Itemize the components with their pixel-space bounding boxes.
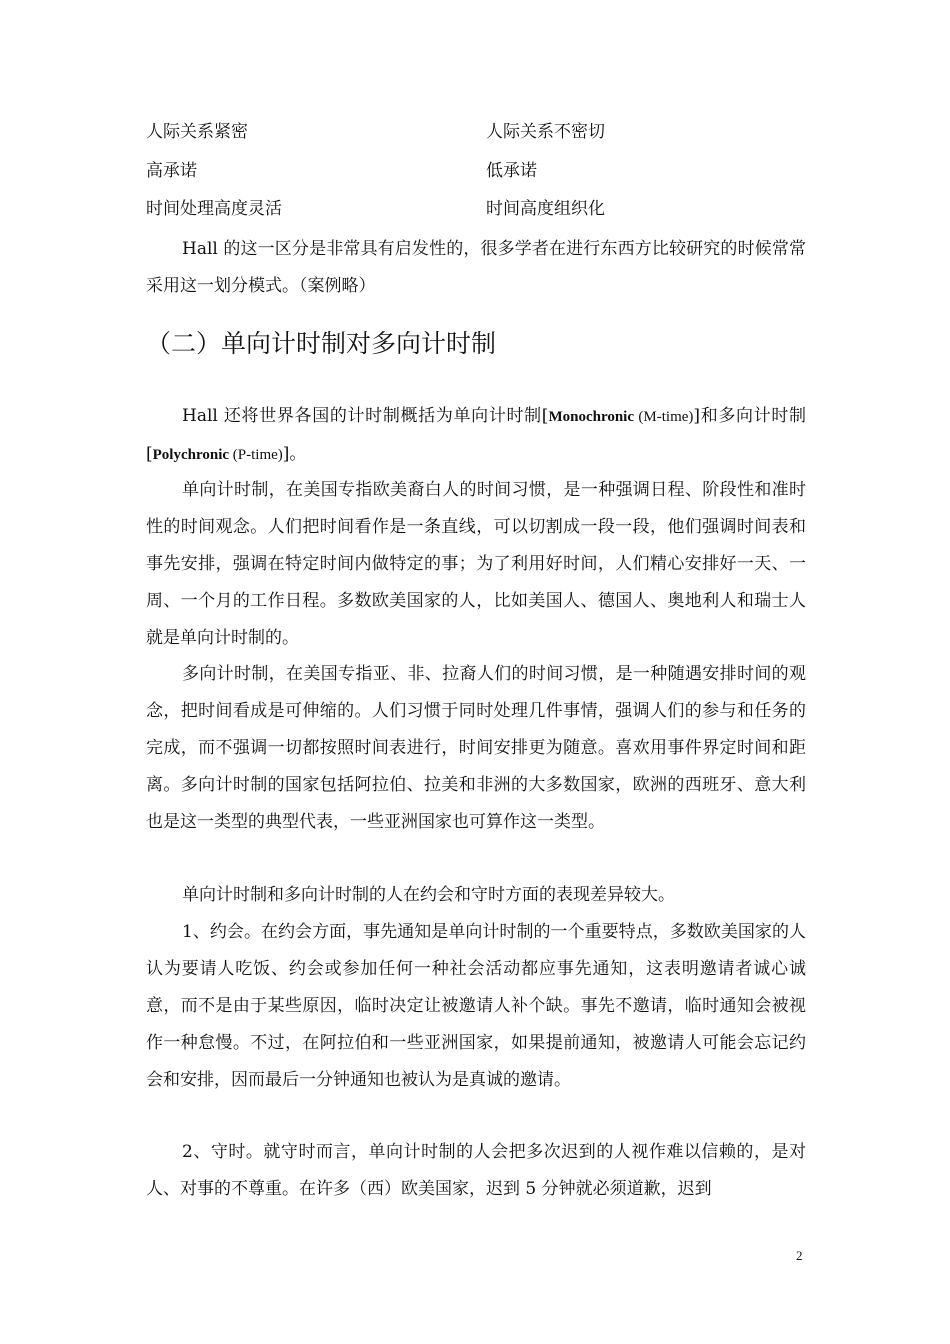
monochronic-term: Monochronic [548,409,634,425]
m-time-abbr: (M-time) [634,409,694,425]
appointment-paragraph: 1、约会。在约会方面，事先通知是单向计时制的一个重要特点，多数欧美国家的人认为要请人吃饭、约会或参加任何一种社会活动都应事先通知，这表明邀请者诚心诚意，而不是由于某些原因，临时决定让被邀请人补个缺。事先不邀请，临时通知会被视作一种怠慢。不过，在阿拉伯和一些亚洲国家，如果提前通知，被邀请人可能会忘记约会和安排，因而最后一分钟通知也被认为是真诚的邀请。 [146,922,806,1090]
p-time-abbr: (P-time) [229,447,283,463]
comparison-left: 人际关系紧密 [146,122,248,142]
polychronic-paragraph: 多向计时制，在美国专指亚、非、拉裔人们的时间习惯，是一种随遇安排时间的观念，把时间看成是可伸缩的。人们习惯于同时处理几件事情，强调人们的参与和任务的完成，而不强调一切都按照时间表进行，时间安排更为随意。喜欢用事件界定时间和距离。多向计时制的国家包括阿拉伯、拉美和非洲的大多数国家，欧洲的西班牙、意大利也是这一类型的典型代表，一些亚洲国家也可算作这一类型。 [146,664,806,832]
comparison-left: 高承诺 [146,161,197,181]
comparison-left: 时间处理高度灵活 [146,199,282,219]
polychronic-term: Polychronic [152,447,230,463]
hall-paragraph [146,398,806,474]
hall-text-2: ]和多向计时制[ [146,406,807,464]
section-heading: （二）单向计时制对多向计时制 [146,329,497,358]
comparison-right: 人际关系不密切 [486,122,605,142]
page-number: 2 [796,1248,803,1263]
hall-text-1: Hall 还将世界各国的计时制概括为单向计时制[ [182,406,549,426]
comparison-right: 低承诺 [486,161,537,181]
hall-text-3: ]。 [282,444,307,464]
monochronic-paragraph: 单向计时制，在美国专指欧美裔白人的时间习惯，是一种强调日程、阶段性和准时性的时间观念。人们把时间看作是一条直线，可以切割成一段一段，他们强调时间表和事先安排，强调在特定时间内做特定的事；为了利用好时间，人们精心安排好一天、一周、一个月的工作日程。多数欧美国家的人，比如美国人、德国人、奥地利人和瑞士人就是单向计时制的。 [146,480,806,648]
comparison-right: 时间高度组织化 [486,199,605,219]
comparison-intro-paragraph: 单向计时制和多向计时制的人在约会和守时方面的表现差异较大。 [182,885,675,905]
intro-paragraph: Hall 的这一区分是非常具有启发性的，很多学者在进行东西方比较研究的时候常常采用这一划分模式。（案例略） [146,239,806,296]
punctuality-paragraph: 2、守时。就守时而言，单向计时制的人会把多次迟到的人视作难以信赖的，是对人、对事的不尊重。在许多（西）欧美国家，迟到 5 分钟就必须道歉，迟到 [146,1142,806,1199]
